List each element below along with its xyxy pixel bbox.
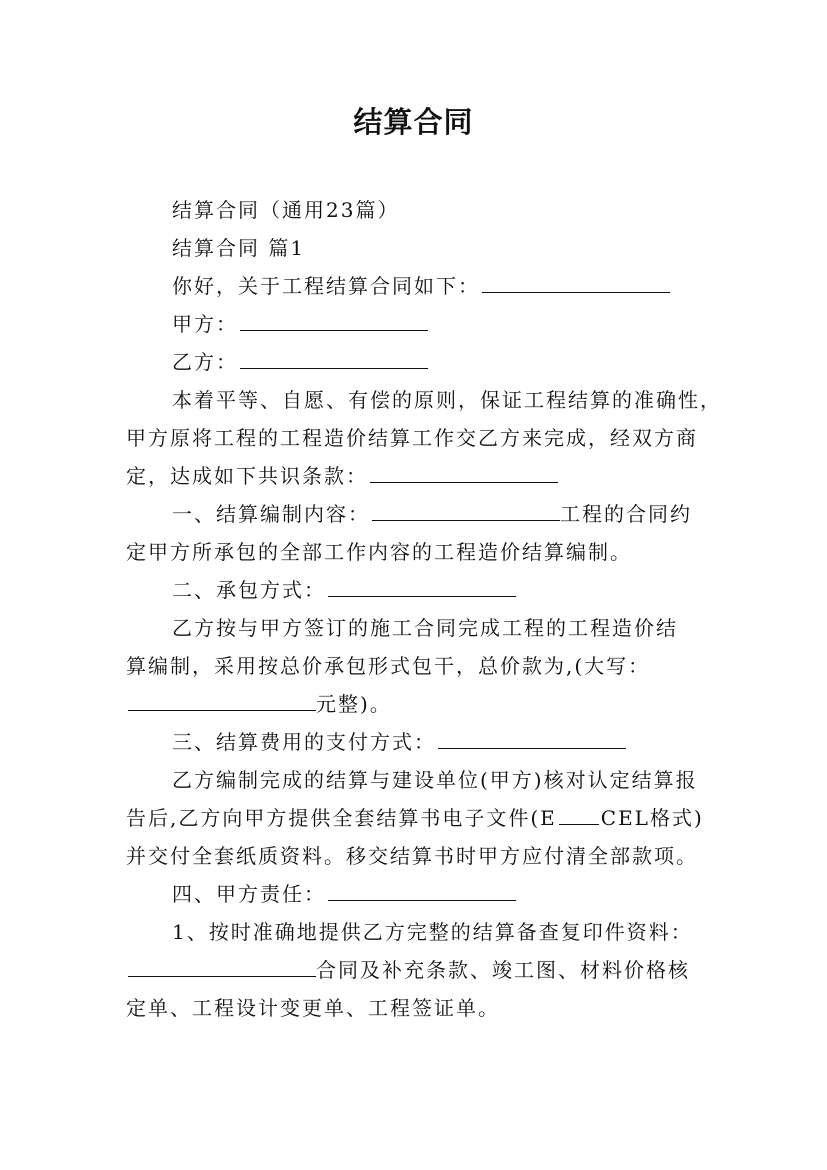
line-text: 结算合同（通用23篇） <box>172 198 400 222</box>
line-text: 工程的合同约 <box>560 502 692 526</box>
fill-blank <box>240 310 428 331</box>
line-text: 1、按时准确地提供乙方完整的结算备查复印件资料： <box>172 920 693 944</box>
line-text: 元整)。 <box>316 692 392 716</box>
line-text: 本着平等、自愿、有偿的原则，保证工程结算的准确性， <box>172 388 722 412</box>
fill-blank <box>128 956 316 977</box>
doc-line <box>126 533 716 571</box>
doc-line <box>126 837 716 875</box>
line-text: 告后,乙方向甲方提供全套结算书电子文件(E <box>126 806 557 830</box>
fill-blank <box>559 804 599 825</box>
line-text: 定，达成如下共识条款： <box>126 464 368 488</box>
doc-line <box>126 571 716 609</box>
doc-line <box>126 723 716 761</box>
line-text: 四、甲方责任： <box>172 882 326 906</box>
line-text: 并交付全套纸质资料。移交结算书时甲方应付清全部款项。 <box>126 844 698 868</box>
fill-blank <box>328 576 516 597</box>
doc-line <box>126 495 716 533</box>
line-text: 乙方按与甲方签订的施工合同完成工程的工程造价结 <box>172 616 678 640</box>
line-text: 结算合同 篇1 <box>172 236 306 260</box>
doc-line <box>126 609 716 647</box>
fill-blank <box>128 690 316 711</box>
line-text: 甲方原将工程的工程造价结算工作交乙方来完成，经双方商 <box>126 426 698 450</box>
doc-line <box>126 799 716 837</box>
doc-line <box>126 191 716 229</box>
doc-line <box>126 875 716 913</box>
doc-line <box>126 989 716 1027</box>
fill-blank <box>482 272 670 293</box>
line-text: 你好，关于工程结算合同如下： <box>172 274 480 298</box>
line-text: 合同及补充条款、竣工图、材料价格核 <box>316 958 690 982</box>
fill-blank <box>370 462 558 483</box>
doc-line <box>126 913 716 951</box>
line-text: 乙方编制完成的结算与建设单位(甲方)核对认定结算报 <box>172 768 698 792</box>
doc-line <box>126 229 716 267</box>
fill-blank <box>372 500 560 521</box>
line-text: 甲方： <box>172 312 238 336</box>
doc-line <box>126 267 716 305</box>
doc-line <box>126 305 716 343</box>
doc-line <box>126 647 716 685</box>
line-text: 定单、工程设计变更单、工程签证单。 <box>126 996 500 1020</box>
fill-blank <box>328 880 516 901</box>
fill-blank <box>240 348 428 369</box>
document-title: 结算合同 <box>353 105 474 139</box>
doc-line <box>126 951 716 989</box>
document-body <box>126 191 722 1027</box>
line-text: 算编制，采用按总价承包形式包干，总价款为,(大写： <box>126 654 651 678</box>
line-text: 三、结算费用的支付方式： <box>172 730 436 754</box>
doc-line <box>126 685 716 723</box>
doc-line <box>126 761 716 799</box>
line-text: 乙方： <box>172 350 238 374</box>
line-text: 二、承包方式： <box>172 578 326 602</box>
line-text: CEL格式) <box>600 806 704 830</box>
doc-line <box>126 419 716 457</box>
doc-line <box>126 457 716 495</box>
line-text: 定甲方所承包的全部工作内容的工程造价结算编制。 <box>126 540 632 564</box>
doc-line <box>126 381 722 419</box>
fill-blank <box>438 728 626 749</box>
line-text: 一、结算编制内容： <box>172 502 370 526</box>
doc-line <box>126 343 716 381</box>
